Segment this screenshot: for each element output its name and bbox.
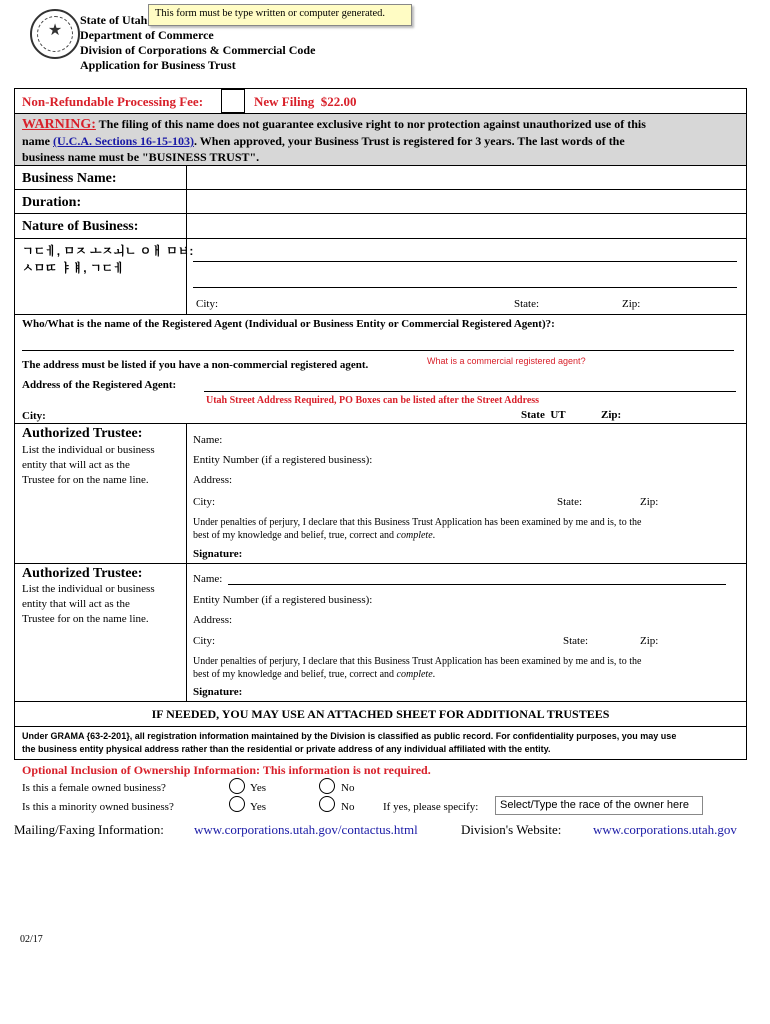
mailing-url-link[interactable]: www.corporations.utah.gov/contactus.html: [194, 822, 418, 837]
trustee-2-perjury-1: Under penalties of perjury, I declare that this Business Trust Application has been examined by me and is, to the: [193, 656, 642, 667]
trustee-1-address-label: Address:: [193, 474, 233, 486]
business-state-label: State:: [514, 298, 540, 310]
trustee-2-state-label: State:: [563, 635, 589, 647]
website-label: Division's Website:: [461, 822, 562, 837]
grama-line-2: the business entity physical address rather than the residential or private address of any individual affiliated with the entity.: [22, 744, 551, 754]
trustee-2-zip-label: Zip:: [640, 635, 659, 647]
female-owned-question: Is this a female owned business?: [22, 782, 166, 794]
trustee-1-perjury-1: Under penalties of perjury, I declare that this Business Trust Application has been examined by me and is, to the: [193, 517, 642, 528]
female-yes-label: Yes: [250, 782, 267, 794]
warning-text-2b: . When approved, your Business Trust is registered for 3 years. The last words of the: [193, 134, 625, 148]
ucа-sections-link[interactable]: (U.C.A. Sections 16-15-103): [53, 134, 194, 148]
female-yes-radio[interactable]: [229, 778, 245, 794]
warning-text-3: business name must be "BUSINESS TRUST".: [22, 150, 260, 164]
processing-fee-label: Non-Refundable Processing Fee:: [22, 94, 204, 109]
header-division: Division of Corporations & Commercial Code: [80, 43, 316, 57]
trustee-2-signature-label: Signature:: [193, 686, 243, 698]
warning-text-1: The filing of this name does not guarantee exclusive right to nor protection against unauthorized use of this: [95, 117, 646, 131]
warning-text-2a: name: [22, 134, 53, 148]
trustee-1-signature-field[interactable]: [260, 546, 740, 562]
website-url-link[interactable]: www.corporations.utah.gov: [593, 822, 737, 837]
grama-line-1: Under GRAMA {63-2-201}, all registration information maintained by the Division is classified as public record. For confidentiality purposes, you may use: [22, 731, 677, 741]
agent-zip-label: Zip:: [601, 409, 622, 421]
duration-field[interactable]: [190, 192, 742, 211]
fee-checkbox[interactable]: [221, 89, 245, 113]
business-name-field[interactable]: [190, 168, 742, 187]
duration-label: Duration:: [22, 195, 82, 210]
minority-yes-radio[interactable]: [229, 796, 245, 812]
header-application: Application for Business Trust: [80, 58, 236, 72]
commercial-agent-link[interactable]: What is a commercial registered agent?: [427, 356, 586, 366]
utah-state-seal-icon: ★: [30, 9, 80, 59]
trustee-1-state-label: State:: [557, 496, 583, 508]
minority-yes-label: Yes: [250, 801, 267, 813]
trustee-1-city-label: City:: [193, 496, 216, 508]
street-address-note: Utah Street Address Required, PO Boxes can be listed after the Street Address: [206, 395, 540, 406]
trustee-1-name-label: Name:: [193, 434, 223, 446]
new-filing-fee: New Filing $22.00: [254, 94, 357, 109]
trustee-1-perjury-2: best of my knowledge and belief, true, correct and complete.: [193, 530, 436, 541]
type-written-banner: This form must be type written or computer generated.: [148, 4, 412, 26]
trustee-1-desc-2: entity that will act as the: [22, 459, 130, 471]
trustee-1-title: Authorized Trustee:: [22, 426, 143, 441]
registered-agent-name-field[interactable]: [22, 350, 734, 351]
trustee-2-perjury-2: best of my knowledge and belief, true, correct and complete.: [193, 669, 436, 680]
trustee-1-desc-1: List the individual or business: [22, 444, 155, 456]
minority-no-radio[interactable]: [319, 796, 335, 812]
trustee-1-entity-label: Entity Number (if a registered business):: [193, 454, 373, 466]
minority-owned-question: Is this a minority owned business?: [22, 801, 174, 813]
trustee-1-signature-label: Signature:: [193, 548, 243, 560]
agent-address-note: The address must be listed if you have a non-commercial registered agent.: [22, 359, 369, 371]
address-label-line-2: ㅅㅁㄸ ㅑㅒ, ㄱㄷㅔ: [22, 261, 125, 275]
minority-no-label: No: [341, 801, 355, 813]
nature-of-business-field[interactable]: [190, 216, 742, 235]
address-label-line-1: ㄱㄷㅔ, ㅁㅈ ㅗㅈㅚㄴ ㅇㅐ ㅁㅂ:: [22, 244, 194, 258]
business-city-label: City:: [196, 298, 219, 310]
trustee-2-title: Authorized Trustee:: [22, 566, 143, 581]
warning-line-2: [22, 134, 625, 149]
trustee-2-address-label: Address:: [193, 614, 233, 626]
trustee-2-entity-label: Entity Number (if a registered business):: [193, 594, 373, 606]
nature-of-business-label: Nature of Business:: [22, 219, 139, 234]
trustee-1-zip-label: Zip:: [640, 496, 659, 508]
additional-trustees-note: IF NEEDED, YOU MAY USE AN ATTACHED SHEET FOR ADDITIONAL TRUSTEES: [151, 707, 610, 721]
address-line-2-field[interactable]: [193, 287, 737, 288]
warning-title: WARNING:: [22, 117, 96, 132]
address-line-1-field[interactable]: [193, 261, 737, 262]
trustee-1-desc-3: Trustee for on the name line.: [22, 474, 149, 486]
trustee-2-city-label: City:: [193, 635, 216, 647]
form-date: 02/17: [20, 934, 43, 945]
header-state: State of Utah: [80, 13, 148, 27]
mailing-label: Mailing/Faxing Information:: [14, 822, 164, 837]
warning-line-1: [22, 117, 646, 133]
registered-agent-question: Who/What is the name of the Registered Agent (Individual or Business Entity or Commercial Registered Agent)?:: [22, 318, 555, 330]
header-department: Department of Commerce: [80, 28, 214, 42]
trustee-2-name-field[interactable]: [228, 584, 726, 585]
trustee-2-desc-3: Trustee for on the name line.: [22, 613, 149, 625]
agent-address-field[interactable]: [204, 391, 736, 392]
female-no-radio[interactable]: [319, 778, 335, 794]
race-of-owner-input[interactable]: Select/Type the race of the owner here: [495, 796, 703, 815]
trustee-2-desc-2: entity that will act as the: [22, 598, 130, 610]
trustee-2-signature-field[interactable]: [260, 684, 740, 700]
trustee-2-name-label: Name:: [193, 573, 223, 585]
specify-label: If yes, please specify:: [383, 801, 479, 813]
agent-address-label: Address of the Registered Agent:: [22, 379, 177, 391]
business-name-label: Business Name:: [22, 171, 117, 186]
agent-state-label: State UT: [521, 409, 566, 421]
female-no-label: No: [341, 782, 355, 794]
agent-city-label: City:: [22, 410, 46, 422]
trustee-2-desc-1: List the individual or business: [22, 583, 155, 595]
business-zip-label: Zip:: [622, 298, 641, 310]
ownership-title: Optional Inclusion of Ownership Information: This information is not required.: [22, 763, 431, 777]
